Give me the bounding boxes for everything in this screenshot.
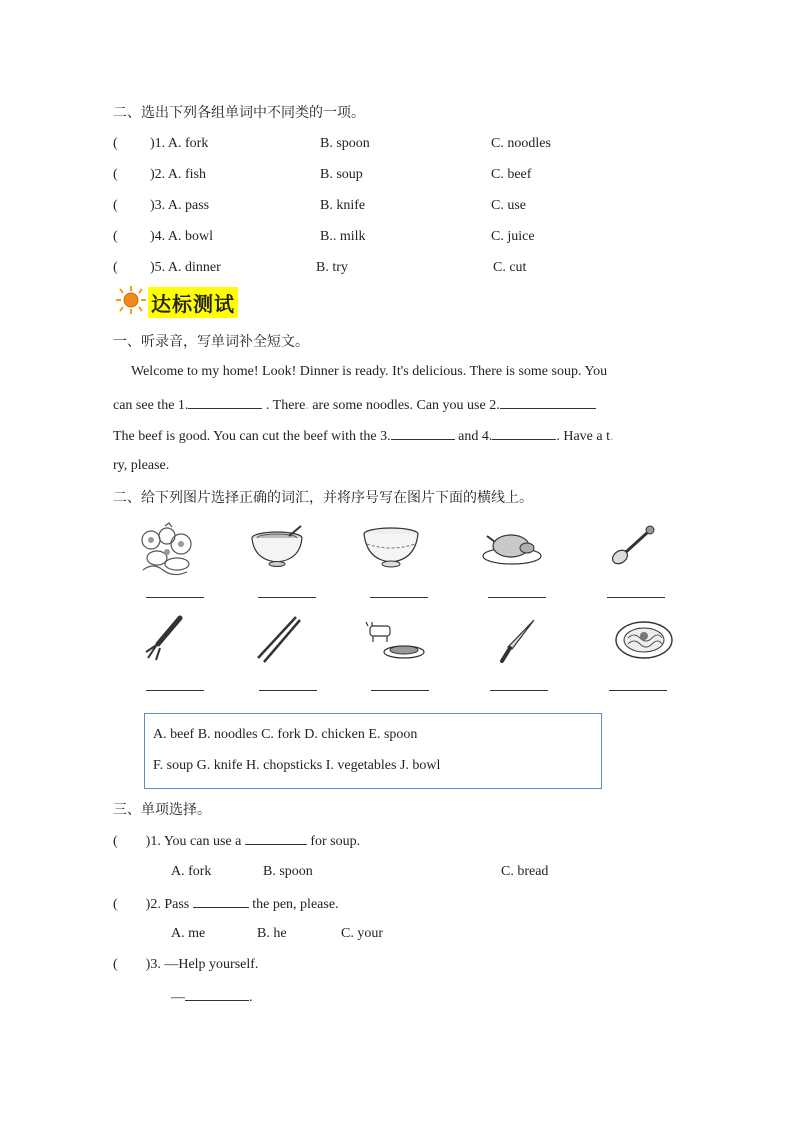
q1-option-a: A. fork	[171, 864, 212, 879]
word-box-row: F. soup G. knife H. chopsticks I. vegetables J. bowl	[153, 758, 441, 773]
beef-picture	[364, 620, 426, 662]
paren: (	[113, 229, 118, 244]
passage-line: The beef is good. You can cut the beef with the 3. and 4. . Have a t.	[113, 429, 614, 444]
word-box	[144, 713, 602, 789]
paren: (	[113, 198, 118, 213]
q2-option-b: B. he	[257, 926, 287, 941]
option-b: B.. milk	[320, 229, 366, 244]
answer-line[interactable]	[258, 597, 316, 598]
list-item	[113, 198, 526, 214]
list-item	[113, 136, 551, 152]
paren: (	[113, 136, 118, 151]
answer-line[interactable]	[146, 597, 204, 598]
question-stem: )3. —Help yourself.	[145, 957, 259, 972]
answer-line[interactable]	[371, 690, 429, 691]
question-stem: the pen, please.	[248, 897, 339, 912]
question-1	[113, 832, 360, 850]
spoon-picture	[608, 524, 658, 568]
paren: (	[113, 167, 118, 182]
q1-option-b: B. spoon	[263, 864, 313, 879]
passage-line: Welcome to my home! Look! Dinner is ready. It's delicious. There is some soup. You	[131, 364, 608, 379]
blank-2[interactable]	[500, 396, 596, 409]
section-banner: 达标测试	[148, 287, 238, 318]
option-a: )2. A. fish	[150, 167, 206, 182]
dash: —	[171, 990, 185, 1005]
option-c: C. beef	[491, 167, 532, 182]
blank-4[interactable]	[492, 427, 556, 440]
answer-line[interactable]	[259, 690, 317, 691]
fork-picture	[140, 614, 186, 664]
q1-option-c: C. bread	[501, 864, 549, 879]
answer-line[interactable]	[609, 690, 667, 691]
knife-picture	[498, 617, 538, 665]
chopsticks-picture	[254, 614, 302, 664]
question-3	[113, 957, 258, 973]
list-item	[113, 167, 532, 183]
passage-text: . There	[262, 398, 306, 413]
option-b: B. try	[316, 260, 348, 275]
soup-picture	[249, 524, 305, 570]
option-c: C. noodles	[491, 136, 551, 151]
option-c: C. juice	[491, 229, 535, 244]
section2-title: 二、给下列图片选择正确的词汇，并将序号写在图片下面的横线上。	[113, 490, 533, 506]
answer-line[interactable]	[488, 597, 546, 598]
question-2	[113, 895, 339, 913]
option-a: )4. A. bowl	[150, 229, 213, 244]
word-box-row: A. beef B. noodles C. fork D. chicken E. spoon	[153, 727, 418, 742]
passage-text: are some noodles. Can you use 2.	[308, 398, 500, 413]
list-item	[113, 260, 527, 276]
bowl-picture	[361, 526, 421, 570]
option-b: B. knife	[320, 198, 366, 213]
part2-title: 二、选出下列各组单词中不同类的一项。	[113, 105, 365, 121]
question-stem: )1. You can use a	[145, 834, 245, 849]
question-stem: for soup.	[306, 834, 361, 849]
noodles-picture	[614, 618, 674, 662]
question-stem: )2. Pass	[145, 897, 193, 912]
passage-text: and 4.	[454, 429, 493, 444]
answer-blank[interactable]	[193, 895, 249, 908]
option-a: )5. A. dinner	[150, 260, 221, 275]
q2-option-a: A. me	[171, 926, 206, 941]
passage-text: The beef is good. You can cut the beef with the 3.	[113, 429, 391, 444]
q2-option-c: C. your	[341, 926, 383, 941]
passage-text: . Have a t	[556, 429, 610, 444]
option-a: )1. A. fork	[150, 136, 209, 151]
blank-1[interactable]	[188, 396, 262, 409]
sun-icon	[113, 285, 149, 315]
answer-blank[interactable]	[245, 832, 307, 845]
vegetables-picture	[137, 522, 197, 578]
section3-title: 三、单项选择。	[113, 802, 211, 818]
option-b: B. soup	[320, 167, 363, 182]
passage-line: can see the 1. . There. are some noodles. Can you use 2.	[113, 396, 596, 414]
blank-3[interactable]	[391, 427, 455, 440]
answer-line[interactable]	[607, 597, 665, 598]
option-c: C. cut	[493, 260, 527, 275]
answer-line[interactable]	[146, 690, 204, 691]
answer-blank[interactable]	[185, 988, 249, 1001]
list-item	[113, 229, 535, 245]
paren: (	[113, 897, 118, 912]
passage-text: can see the 1.	[113, 398, 189, 413]
section1-title: 一、听录音，写单词补全短文。	[113, 334, 309, 350]
answer-line[interactable]	[370, 597, 428, 598]
option-b: B. spoon	[320, 136, 370, 151]
paren: (	[113, 957, 118, 972]
paren: (	[113, 834, 118, 849]
option-a: )3. A. pass	[150, 198, 210, 213]
option-c: C. use	[491, 198, 526, 213]
answer-line[interactable]	[490, 690, 548, 691]
paren: (	[113, 260, 118, 275]
passage-line: ry, please.	[113, 458, 170, 473]
question-3-answer	[171, 988, 253, 1006]
period: .	[249, 990, 253, 1005]
chicken-picture	[481, 526, 543, 566]
